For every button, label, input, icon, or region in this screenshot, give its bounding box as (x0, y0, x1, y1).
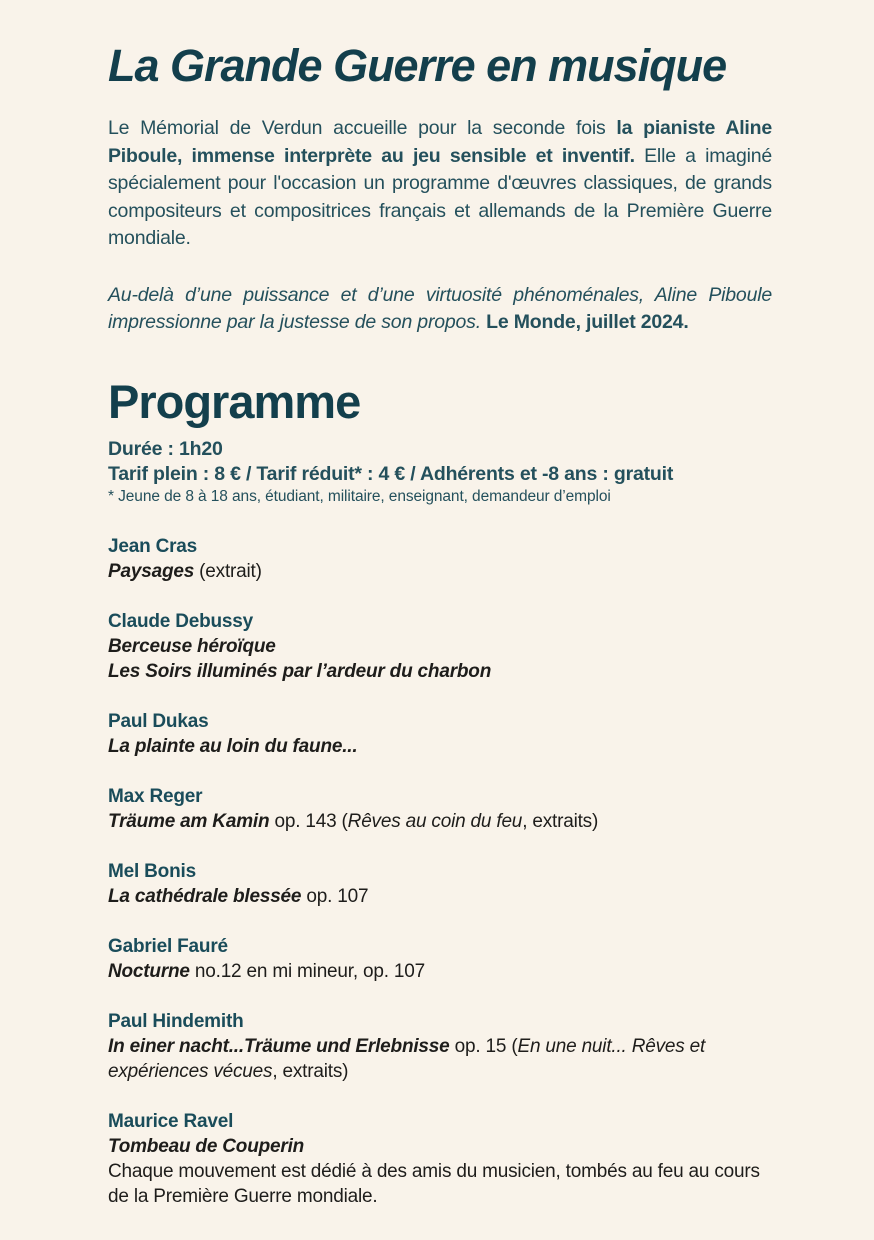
intro-rest: Elle a imaginé spécialement pour l'occasion un programme d'œuvres classiques, de grands compositeurs et compositrices français et allemands de la Première Guerre mondiale. (108, 144, 773, 250)
work-detail: op. 143 ( (269, 810, 348, 832)
composer-name: Mel Bonis (108, 860, 196, 882)
page-title: La Grande Guerre en musique (108, 40, 727, 91)
work-line (108, 1034, 772, 1084)
composer-name: Paul Dukas (108, 710, 209, 732)
work-line (108, 1159, 772, 1209)
intro-emphasis: la pianiste Aline Piboule, immense interprète au jeu sensible et inventif. (108, 117, 772, 167)
work-detail: , extraits) (522, 810, 599, 832)
composer-name: Paul Hindemith (108, 1010, 244, 1032)
work-line (108, 659, 772, 684)
work-title: Träume am Kamin (108, 810, 270, 832)
work-line (108, 809, 772, 834)
composer-name: Claude Debussy (108, 610, 254, 632)
work-title: In einer nacht...Träume und Erlebnisse (108, 1035, 450, 1057)
quote-text: Au-delà d’une puissance et d’une virtuosité phénoménales, Aline Piboule impressionne par la justesse de son propos. (108, 283, 772, 334)
work-title: Les Soirs illuminés par l’ardeur du charbon (108, 660, 492, 682)
work-line (108, 559, 772, 584)
work-detail: (extrait) (194, 560, 262, 582)
programme-entry (108, 784, 772, 834)
work-line (108, 1134, 772, 1159)
press-quote (108, 282, 772, 337)
pricing-footnote: * Jeune de 8 à 18 ans, étudiant, militaire, enseignant, demandeur d’emploi (108, 487, 611, 505)
work-detail: En une nuit... Rêves et expériences vécues (108, 1035, 706, 1082)
intro-lead: Le Mémorial de Verdun accueille pour la seconde fois (108, 117, 606, 140)
programme-entry (108, 859, 772, 909)
programme-entry (108, 934, 772, 984)
programme-meta (108, 437, 772, 506)
programme-entry (108, 534, 772, 584)
composer-name: Max Reger (108, 785, 203, 807)
programme-heading: Programme (108, 374, 361, 428)
work-title: Tombeau de Couperin (108, 1135, 305, 1157)
programme-entry (108, 1109, 772, 1209)
composer-name: Maurice Ravel (108, 1110, 234, 1132)
work-detail: no.12 en mi mineur, op. 107 (189, 960, 426, 982)
programme-list (108, 534, 772, 1209)
work-title: La plainte au loin du faune... (108, 735, 358, 757)
work-line (108, 634, 772, 659)
composer-name: Jean Cras (108, 535, 198, 557)
programme-entry (108, 609, 772, 684)
work-line (108, 959, 772, 984)
work-title: Nocturne (108, 960, 190, 982)
work-title: La cathédrale blessée (108, 885, 302, 907)
work-detail: Rêves au coin du feu (347, 810, 523, 832)
work-line (108, 734, 772, 759)
programme-entry (108, 709, 772, 759)
work-detail: op. 107 (301, 885, 369, 907)
intro-paragraph (108, 115, 772, 253)
work-title: Berceuse héroïque (108, 635, 276, 657)
programme-entry (108, 1009, 772, 1084)
composer-name: Gabriel Fauré (108, 935, 228, 957)
work-line (108, 884, 772, 909)
work-detail: op. 15 ( (449, 1035, 518, 1057)
work-title: Paysages (108, 560, 195, 582)
quote-attribution: Le Monde, juillet 2024. (486, 311, 689, 334)
duration-line: Durée : 1h20 (108, 437, 223, 460)
work-detail: , extraits) (272, 1060, 349, 1082)
work-detail: Chaque mouvement est dédié à des amis du musicien, tombés au feu au cours de la Première Guerre mondiale. (108, 1160, 760, 1207)
pricing-line: Tarif plein : 8 € / Tarif réduit* : 4 € / Adhérents et -8 ans : gratuit (108, 462, 674, 485)
